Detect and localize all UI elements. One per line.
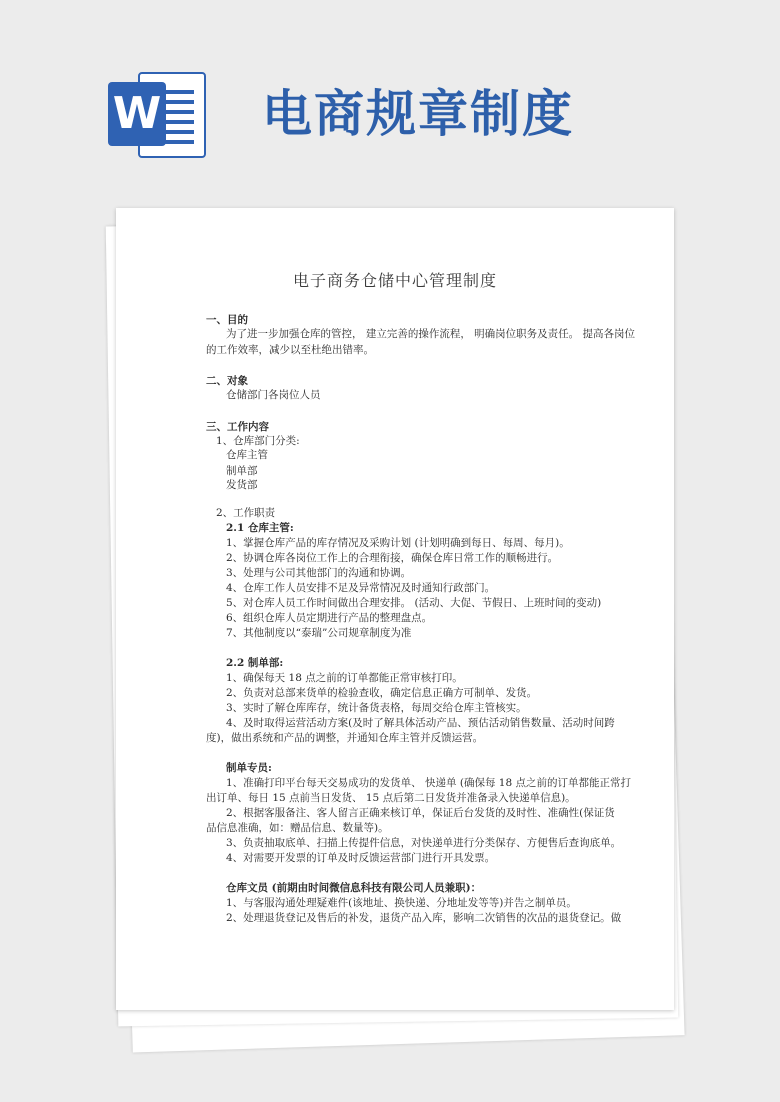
list-item: 发货部: [226, 479, 258, 491]
list-item: 3、处理与公司其他部门的沟通和协调。: [226, 567, 412, 579]
document-page: [116, 208, 674, 1010]
list-item: 制单部: [226, 465, 258, 477]
subsection-heading: 制单专员:: [226, 762, 272, 774]
list-item: 5、对仓库人员工作时间做出合理安排。 (活动、大促、节假日、上班时间的变动): [226, 597, 602, 609]
list-item: 2、协调仓库各岗位工作上的合理衔接，确保仓库日常工作的顺畅进行。: [226, 552, 559, 564]
list-item: 仓库主管: [226, 449, 268, 461]
list-item: 4、仓库工作人员安排不足及异常情况及时通知行政部门。: [226, 582, 496, 594]
list-item: 出订单、每日 15 点前当日发货、 15 点后第二日发货并准备录入快递单信息)。: [206, 792, 576, 804]
list-item: 4、及时取得运营活动方案(及时了解具体活动产品、预估活动销售数量、活动时间跨: [226, 717, 615, 729]
word-w-badge: W: [108, 82, 166, 146]
list-item: 3、负责抽取底单、扫描上传提件信息，对快递单进行分类保存、方便售后查询底单。: [226, 837, 622, 849]
paragraph-line: 为了进一步加强仓库的管控， 建立完善的操作流程， 明确岗位职务及责任。 提高各岗位: [226, 328, 636, 340]
list-item: 1、仓库部门分类:: [216, 435, 300, 447]
paragraph-line: 的工作效率，减少以至杜绝出错率。: [206, 344, 374, 356]
list-item: 度)，做出系统和产品的调整，并通知仓库主管并反馈运营。: [206, 732, 484, 744]
list-item: 6、组织仓库人员定期进行产品的整理盘点。: [226, 612, 433, 624]
subsection-heading: 2、工作职责: [216, 507, 276, 519]
list-item: 2、负责对总部来货单的检验查收，确定信息正确方可制单、发货。: [226, 687, 538, 699]
section-heading: 三、工作内容: [206, 421, 269, 433]
banner-title: 电商规章制度: [262, 85, 574, 143]
list-item: 1、掌握仓库产品的库存情况及采购计划 (计划明确到每日、每周、每月)。: [226, 537, 570, 549]
list-item: 1、确保每天 18 点之前的订单都能正常审核打印。: [226, 672, 463, 684]
list-item: 3、实时了解仓库库存，统计备货表格，每周交给仓库主管核实。: [226, 702, 527, 714]
section-heading: 二、对象: [206, 375, 248, 387]
word-document-icon: [108, 68, 208, 162]
subsection-heading: 2.1 仓库主管:: [226, 522, 294, 534]
section-heading: 一、目的: [206, 314, 248, 326]
list-item: 7、其他制度以“泰瑞”公司规章制度为准: [226, 627, 412, 639]
document-title: 电子商务仓储中心管理制度: [292, 271, 497, 290]
banner: [0, 0, 780, 200]
paragraph-line: 仓储部门各岗位人员: [226, 389, 321, 401]
subsection-heading: 2.2 制单部:: [226, 657, 284, 669]
list-item: 2、根据客服备注、客人留言正确来核订单，保证后台发货的及时性、准确性(保证货: [226, 807, 615, 819]
subsection-heading: 仓库文员 (前期由时间微信息科技有限公司人员兼职)：: [226, 882, 482, 894]
list-item: 品信息准确，如：赠品信息、数量等)。: [206, 822, 389, 834]
list-item: 4、对需要开发票的订单及时反馈运营部门进行开具发票。: [226, 852, 496, 864]
list-item: 1、准确打印平台每天交易成功的发货单、 快递单 (确保每 18 点之前的订单都能正常打: [226, 777, 631, 789]
list-item: 2、处理退货登记及售后的补发，退货产品入库，影响二次销售的次品的退货登记。做: [226, 912, 622, 924]
list-item: 1、与客服沟通处理疑难件(该地址、换快递、分地址发等等)并告之制单员。: [226, 897, 577, 909]
